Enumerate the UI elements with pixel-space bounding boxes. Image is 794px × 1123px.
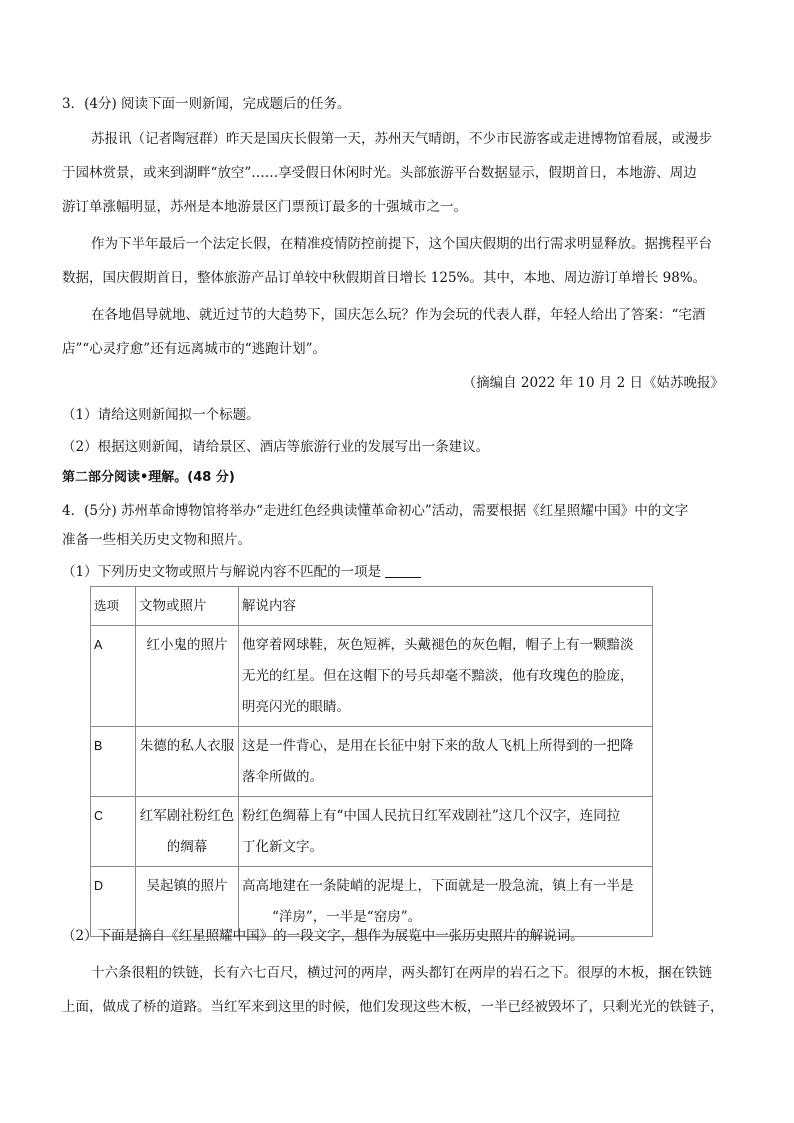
artifact-table	[90, 586, 653, 937]
news-para2-line1: 作为下半年最后一个法定长假，在精准疫情防控前提下，这个国庆假期的出行需求明显释放。据携程平台	[91, 236, 712, 252]
news-para3-line1: 在各地倡导就地、就近过节的大趋势下，国庆怎么玩？作为会玩的代表人群，年轻人给出了答案：“宅酒	[91, 307, 706, 323]
news-para2-line2: 数据，国庆假期首日，整体旅游产品订单较中秋假期首日增长 125%。其中，本地、周边游订单增长 98%。	[62, 270, 707, 286]
news-source: （摘编自 2022 年 10 月 2 日《姑苏晚报》	[462, 375, 724, 391]
option-a: A	[91, 626, 136, 727]
desc-b-line2: 落伞所做的。	[242, 769, 323, 785]
item-c-line1: 红军剧社粉红色	[139, 808, 235, 824]
desc-d-line1: 高高地建在一条陡峭的泥堤上，下面就是一股急流，镇上有一半是	[242, 878, 634, 894]
item-c	[136, 797, 239, 867]
item-a: 红小鬼的照片	[136, 626, 239, 727]
news-para1-line3: 游订单涨幅明显，苏州是本地游景区门票预订最多的十强城市之一。	[62, 199, 467, 215]
desc-a-line2: 无光的红星。但在这帽下的号兵却毫不黯淡，他有玫瑰色的脸庞，	[242, 668, 634, 684]
part2-heading: 第二部分阅读•理解。(48 分)	[62, 470, 235, 485]
desc-c	[239, 797, 653, 867]
option-b: B	[91, 727, 136, 797]
header-item: 文物或照片	[136, 587, 239, 626]
desc-c-line1: 粉红色绸幕上有“中国人民抗日红军戏剧社”这几个汉字，连同拉	[242, 808, 621, 824]
excerpt-line2: 上面，做成了桥的道路。当红军来到这里的时候，他们发现这些木板，一半已经被毁坏了，只剩光光的铁链子，	[62, 999, 724, 1015]
news-para1-line2: 于园林赏景，或来到湖畔“放空”……享受假日休闲时光。头部旅游平台数据显示，假期首日，本地游、周边	[62, 165, 697, 181]
excerpt-line1: 十六条很粗的铁链，长有六七百尺，横过河的两岸，两头都钉在两岸的岩石之下。很厚的木板，捆在铁链	[91, 965, 712, 981]
q4-sub2: （2）下面是摘自《红星照耀中国》的一段文字，想作为展览中一张历史照片的解说词。	[62, 928, 584, 944]
q4-sub1	[62, 562, 732, 582]
answer-blank	[385, 563, 421, 578]
header-desc: 解说内容	[239, 587, 653, 626]
item-d: 吴起镇的照片	[136, 867, 239, 937]
desc-a-line3: 明亮闪光的眼睛。	[242, 699, 350, 715]
desc-d-line2: “洋房”，一半是“窑房”。	[272, 909, 422, 925]
option-c: C	[91, 797, 136, 867]
q3-task1: （1）请给这则新闻拟一个标题。	[62, 407, 260, 423]
desc-c-line2: 丁化新文字。	[242, 839, 323, 855]
news-para1-line1: 苏报讯（记者陶冠群）昨天是国庆长假第一天，苏州天气晴朗，不少市民游客或走进博物馆看展，或漫步	[91, 131, 712, 147]
desc-b-line1: 这是一件背心，是用在长征中射下来的敌人飞机上所得到的一把降	[242, 738, 634, 754]
item-b: 朱德的私人衣服	[136, 727, 239, 797]
q4-sub1-text: （1）下列历史文物或照片与解说内容不匹配的一项是	[62, 564, 382, 580]
item-c-line2: 的绸幕	[166, 839, 208, 855]
table-header-row	[91, 587, 653, 626]
desc-a	[239, 626, 653, 727]
table-row-b	[91, 727, 653, 797]
q3-stem: 3．(4分) 阅读下面一则新闻，完成题后的任务。	[62, 96, 351, 112]
header-option: 选项	[91, 587, 136, 626]
desc-b	[239, 727, 653, 797]
table-row-a	[91, 626, 653, 727]
q4-stem-line2: 准备一些相关历史文物和照片。	[62, 532, 251, 548]
desc-a-line1: 他穿着网球鞋，灰色短裤，头戴褪色的灰色帽，帽子上有一颗黯淡	[242, 637, 634, 653]
table-row-c	[91, 797, 653, 867]
q4-stem-line1: 4．(5分) 苏州革命博物馆将举办“走进红色经典读懂革命初心”活动，需要根据《红星照耀中国》中的文字	[62, 503, 689, 519]
option-d: D	[91, 867, 136, 937]
q3-task2: （2）根据这则新闻，请给景区、酒店等旅游行业的发展写出一条建议。	[62, 439, 490, 455]
news-para3-line2: 店”“心灵疗愈”还有远离城市的“逃跑计划”。	[62, 341, 327, 357]
